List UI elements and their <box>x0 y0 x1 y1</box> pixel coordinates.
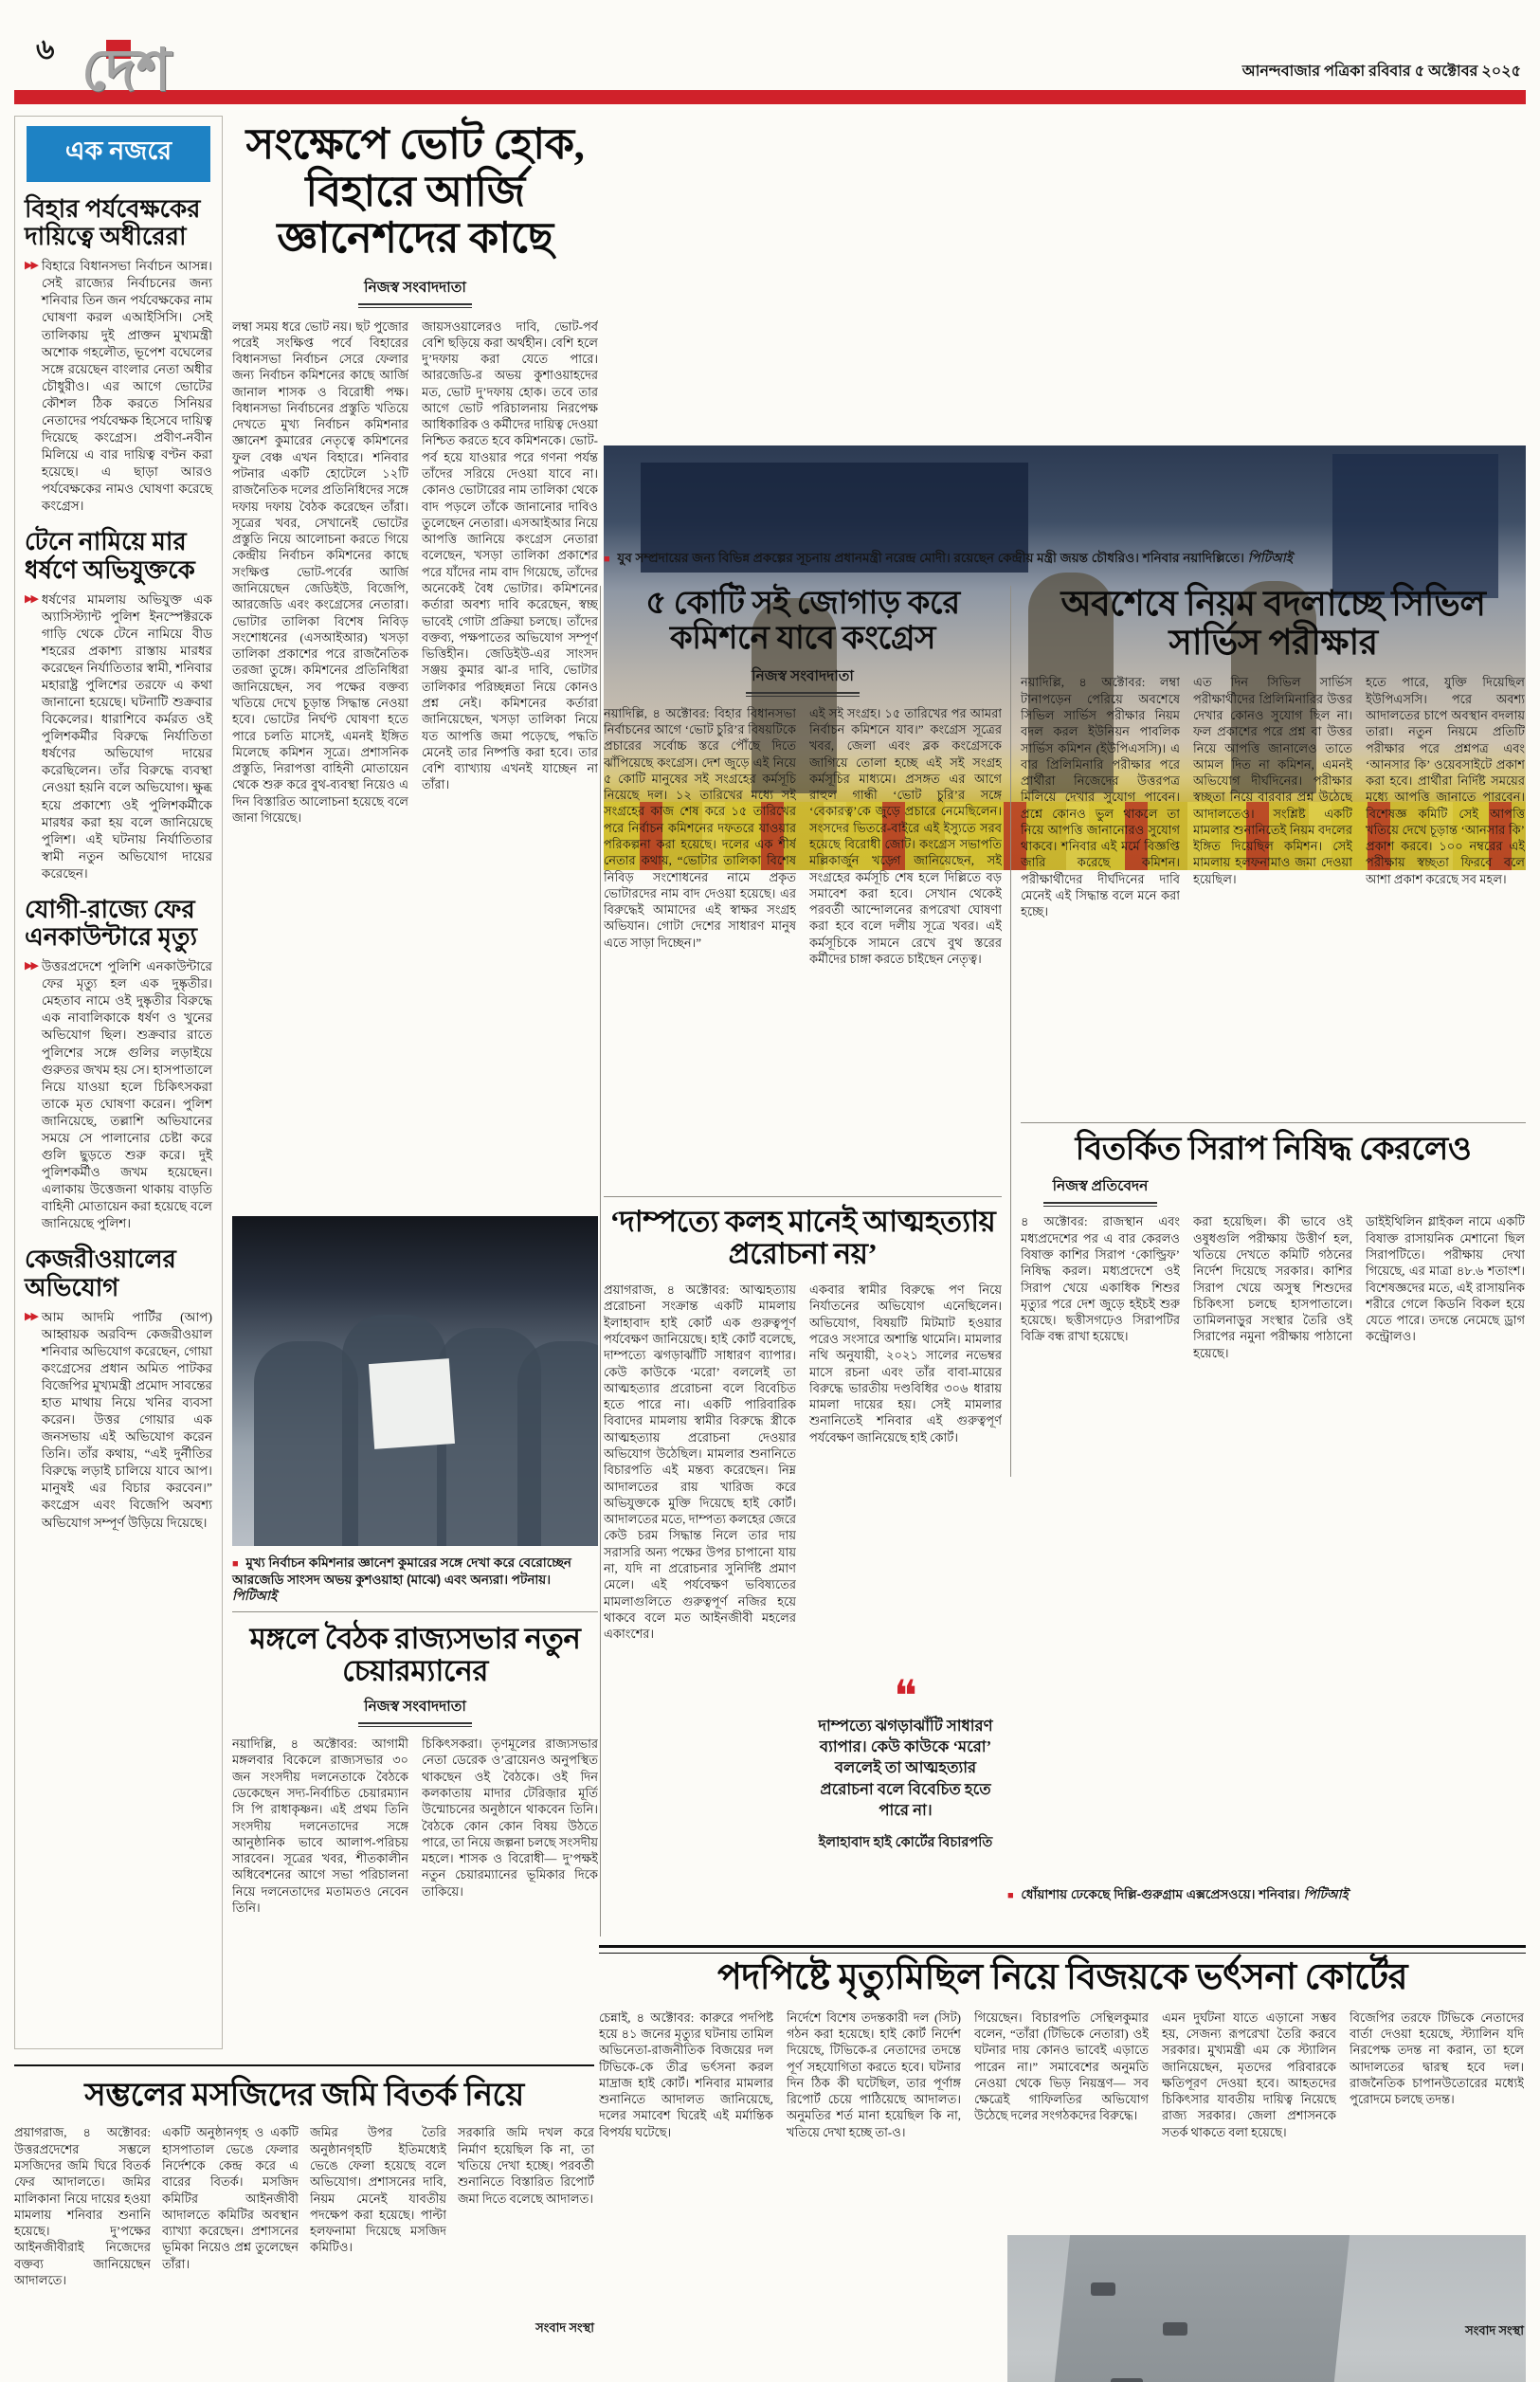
article-byline <box>1021 1174 1180 1209</box>
bullet-icon: ▶▶ <box>25 592 37 605</box>
article-headline: পদপিষ্টে মৃত্যুমিছিল নিয়ে বিজয়কে ভর্ৎসনা কোর্টের <box>716 1957 1408 1997</box>
article-column: ডাইইথিলিন গ্লাইকল নামে একটি বিষাক্ত রাসায়নিক মেশানো ছিল সিরাপটিতে। পরীক্ষায় দেখা গিয়েছে, এর মাত্রা ৪৮.৬ শতাংশ। বিশেষজ্ঞদের মতে, এই রাসায়নিক শরীরে গেলে কিডনি বিকল হয়ে যেতে পারে। তদন্তে নেমেছে ড্রাগ কন্ট্রোলও। <box>1366 1214 1525 1344</box>
article-byline <box>232 276 598 311</box>
article-column: চিকিৎসকরা। তৃণমূলের রাজ্যসভার নেতা ডেরেক ও’ব্রায়েনও অনুপস্থিত থাকছেন ওই বৈঠকে। ওই দিন কলকাতায় মাদার টেরিজ়ার মূর্তি উন্মোচনের অনুষ্ঠানে থাকবেন তিনি। বৈঠকে কোন কোন বিষয় উঠতে পারে, তা নিয়ে জল্পনা চলছে সংসদীয় মহলে। শাসক ও বিরোধী— দু’পক্ষই নতুন চেয়ারম্যানের ভূমিকার দিকে তাকিয়ে। <box>422 1736 598 1899</box>
article-headline: সম্ভলের মসজিদের জমি বিতর্ক নিয়ে <box>84 2078 524 2113</box>
paper-dateline: আনন্দবাজার পত্রিকা রবিবার ৫ অক্টোবর ২০২৫ <box>1241 64 1521 80</box>
section-rule <box>232 1611 598 1612</box>
sidebar-item <box>25 591 212 882</box>
photo-caption <box>232 1555 598 1605</box>
quote-attribution: ইলাহাবাদ হাই কোর্টের বিচারপতি <box>818 1835 993 1851</box>
photo-caption <box>604 550 1526 567</box>
article-headline: বিতর্কিত সিরাপ নিষিদ্ধ কেরলেও <box>1075 1132 1472 1167</box>
agency-signature: সংবাদ সংস্থা <box>1465 2322 1524 2337</box>
article-column: জমির উপর তৈরি অনুষ্ঠানগৃহটি ইতিমধ্যেই ভেঙে ফেলা হয়েছে বলে অভিযোগ। প্রশাসনের দাবি, নিয়ম মেনেই যাবতীয় পদক্ষেপ করা হয়েছে। পাল্টা হলফনামা দিয়েছে মসজিদ কমিটিও। <box>310 2125 446 2255</box>
article-column: নয়াদিল্লি, ৪ অক্টোবর: লম্বা টানাপড়েন পেরিয়ে অবশেষে সিভিল সার্ভিস পরীক্ষার নিয়ম বদল করল ইউনিয়ন পাবলিক সার্ভিস কমিশন (ইউপিএসসি)। এ বার প্রিলিমিনারি পরীক্ষার পরে প্রার্থীরা নিজেদের উত্তরপত্র মিলিয়ে দেখার সুযোগ পাবেন। প্রশ্নে কোনও ভুল থাকলে তা নিয়ে আপত্তি জানানোরও সুযোগ থাকবে। শনিবার এই মর্মে বিজ্ঞপ্তি জারি করেছে কমিশন। পরীক্ষার্থীদের দীর্ঘদিনের দাবি মেনেই এই সিদ্ধান্ত বলে মনে করা হচ্ছে। <box>1021 675 1180 919</box>
sidebar-item-body: আম আদমি পার্টির (আপ) আহ্বায়ক অরবিন্দ কেজরীওয়াল শনিবার অভিযোগ করেছেন, গোয়া কংগ্রেসের প্রধান অমিত পাটকর বিজেপির মুখ্যমন্ত্রী প্রমোদ সাবন্তের হাত মাথায় নিয়ে খনির ব্যবসা করেন। উত্তর গোয়ার এক জনসভায় এই অভিযোগ করেন তিনি। তাঁর কথায়, “এই দুর্নীতির বিরুদ্ধে লড়াই চালিয়ে যাবে আপ। মানুষই এর বিচার করবেন।” কংগ্রেস এবং বিজেপি অবশ্য অভিযোগ সম্পূর্ণ উড়িয়ে দিয়েছে। <box>41 1309 212 1530</box>
photo-caption <box>1007 1886 1526 1903</box>
article-column: নয়াদিল্লি, ৪ অক্টোবর: আগামী মঙ্গলবার বিকেলে রাজ্যসভার ৩০ জন সংসদীয় দলনেতাকে বৈঠকে ডেকেছেন সদ্য-নির্বাচিত চেয়ারম্যান সি পি রাধাকৃষ্ণন। এই প্রথম তিনি সংসদীয় দলনেতাদের সঙ্গে আনুষ্ঠানিক ভাবে আলাপ-পরিচয় সারবেন। সূত্রের খবর, শীতকালীন অধিবেশনের আগে সভা পরিচালনা নিয়ে দলনেতাদের মতামতও নেবেন তিনি। <box>232 1736 408 1915</box>
article-column-group <box>458 2124 594 2340</box>
caption-agency: পিটিআই <box>232 1589 278 1604</box>
byline-text: নিজস্ব প্রতিবেদন <box>1052 1178 1149 1195</box>
sidebar-item-heading: বিহার পর্যবেক্ষকের দায়িত্বে অধীরেরা <box>25 195 201 251</box>
caption-text: মুখ্য নির্বাচন কমিশনার জ্ঞানেশ কুমারের সঙ্গে দেখা করে বেরোচ্ছেন আরজেডি সাংসদ অভয় কুশওয়াহা (মাঝে) এবং অন্যরা। পটনায়। <box>232 1555 571 1587</box>
bullet-icon: ▶▶ <box>25 260 37 272</box>
article-civil-service <box>1021 586 1526 1072</box>
caption-text: যুব সম্প্রদায়ের জন্য বিভিন্ন প্রকল্পের সূচনায় প্রধানমন্ত্রী নরেন্দ্র মোদী। রয়েছেন কেন্দ্রীয় মন্ত্রী জয়ন্ত চৌধরিও। শনিবার নয়াদিল্লিতে। <box>617 551 1244 565</box>
article-headline: সংক্ষেপে ভোট হোক, বিহারে আর্জি জ্ঞানেশদের কাছে <box>245 120 585 262</box>
article-headline: মঙ্গলে বৈঠক রাজ্যসভার নতুন চেয়ারম্যানের <box>249 1622 581 1688</box>
page-number: ৬ <box>36 34 55 65</box>
section-rule <box>604 1196 1002 1197</box>
column-divider <box>1010 586 1011 1477</box>
article-column: নির্দেশে বিশেষ তদন্তকারী দল (সিট) গঠন করা হয়েছে। হাই কোর্ট নির্দেশ দিয়েছে, টিভিকে-র নেতাদের তদন্তে পূর্ণ সহযোগিতা করতে হবে। ঘটনার দিন ঠিক কী ঘটেছিল, তার পূর্ণাঙ্গ রিপোর্ট চেয়ে পাঠিয়েছে আদালত। অনুমতির শর্ত মানা হয়েছিল কি না, খতিয়ে দেখা হচ্ছে তা-ও। <box>787 2009 961 2139</box>
sidebar-item-body: বিহারে বিধানসভা নির্বাচন আসন্ন। সেই রাজ্যের নির্বাচনের জন্য শনিবার তিন জন পর্যবেক্ষকের নাম ঘোষণা করল এআইসিসি। সেই তালিকায় দুই প্রাক্তন মুখ্যমন্ত্রী অশোক গহলৌত, ভূপেশ বঘেলের সঙ্গে রয়েছেন বাংলার নেতা অধীর চৌধুরীও। এর আগে ভোটের কৌশল ঠিক করতে সিনিয়র নেতাদের পর্যবেক্ষক হিসেবে দায়িত্ব দিয়েছে কংগ্রেস। প্রবীণ-নবীন মিলিয়ে এ বার দায়িত্ব বণ্টন করা হয়েছে। এ ছাড়া আরও পর্যবেক্ষকের নামও ঘোষণা করেছে কংগ্রেস। <box>41 259 212 514</box>
article-stampede <box>599 1958 1526 2343</box>
article-byline <box>232 1695 598 1730</box>
article-column: সরকারি জমি দখল করে নির্মাণ হয়েছিল কি না, তা খতিয়ে দেখা হচ্ছে। পরবর্তী শুনানিতে বিস্তারিত রিপোর্ট জমা দিতে বলেছে আদালত। <box>458 2125 594 2206</box>
double-rule <box>599 1945 1526 1954</box>
article-column: লম্বা সময় ধরে ভোট নয়। ছট পুজোর পরেই সংক্ষিপ্ত পর্বে বিহারের বিধানসভা নির্বাচন সেরে ফেলার জন্য নির্বাচন কমিশনের কাছে আর্জি জানাল শাসক ও বিরোধী পক্ষ। বিধানসভা নির্বাচনের প্রস্তুতি খতিয়ে দেখতে মুখ্য নির্বাচন কমিশনার জ্ঞানেশ কুমারের নেতৃত্বে কমিশনের ফুল বেঞ্চ এখন বিহারে। শনিবার পটনার একটি হোটেলে ১২টি রাজনৈতিক দলের প্রতিনিধিদের সঙ্গে দফায় দফায় বৈঠক করেছেন তাঁরা। সূত্রের খবর, সেখানেই ভোটের প্রস্তুতি নিয়ে আলোচনা করতে গিয়ে কেন্দ্রীয় নির্বাচন কমিশনের কাছে সংক্ষিপ্ত ভোট-পর্বের আর্জি জানিয়েছেন জেডিইউ, বিজেপি, আরজেডি এবং কংগ্রেসের নেতারা। ভোটার তালিকা বিশেষ নিবিড় সংশোধনের (এসআইআর) খসড়া তালিকা প্রকাশের পরে রাজনৈতিক তরজা তুঙ্গে। কমিশনের প্রতিনিধিরা জানিয়েছেন, সব পক্ষের বক্তব্য খতিয়ে দেখে চূড়ান্ত সিদ্ধান্ত নেওয়া হবে। ভোটের নির্ঘণ্ট ঘোষণা হতে পারে চলতি মাসেই, এমনই ইঙ্গিত মিলেছে কমিশন সূত্রে। প্রশাসনিক প্রস্তুতি, নিরাপত্তা বাহিনী মোতায়েন থেকে শুরু করে বুথ-ব্যবস্থা নিয়েও এ দিন বিস্তারিত আলোচনা হয়েছে বলে জানা গিয়েছে। <box>232 318 408 825</box>
section-rule <box>14 2064 594 2066</box>
article-rajyasabha <box>232 1623 598 2037</box>
bullet-icon: ▶▶ <box>25 1310 37 1322</box>
sidebar-item-heading: যোগী-রাজ্যে ফের এনকাউন্টারে মৃত্যু <box>25 895 198 952</box>
photo-patna-meeting <box>232 1216 598 1546</box>
caption-square-icon: ■ <box>604 554 610 565</box>
article-column-group <box>1350 2009 1524 2343</box>
article-column: হতে পারে, যুক্তি দিয়েছিল ইউপিএসসি। পরে অবশ্য আদালতের চাপে অবস্থান বদলায় তারা। নতুন নিয়মে প্রতিটি পরীক্ষার পরে প্রশ্নপত্র এবং ‘আনসার কি’ ওয়েবসাইটে প্রকাশ করা হবে। প্রার্থীরা নির্দিষ্ট সময়ের মধ্যে আপত্তি জানাতে পারবেন। বিশেষজ্ঞ কমিটি সেই আপত্তি খতিয়ে দেখে চূড়ান্ত ‘আনসার কি’ প্রকাশ করবে। ১০০ নম্বরের এই পরীক্ষায় স্বচ্ছতা ফিরবে বলে আশা প্রকাশ করেছে সব মহল। <box>1366 675 1525 886</box>
masthead-logo <box>74 40 252 110</box>
article-headline: ৫ কোটি সই জোগাড় করে কমিশনে যাবে কংগ্রেস <box>645 586 960 657</box>
sidebar-item-body: উত্তরপ্রদেশে পুলিশি এনকাউন্টারে ফের মৃত্যু হল এক দুষ্কৃতীর। মেহতাব নামে ওই দুষ্কৃতীর বিরুদ্ধে এক নাবালিকাকে ধর্ষণ ও খুনের অভিযোগ ছিল। শুক্রবার রাতে পুলিশের সঙ্গে গুলির লড়াইয়ে গুরুতর জখম হয় সে। হাসপাতালে নিয়ে যাওয়া হলে চিকিৎসকরা তাকে মৃত ঘোষণা করেন। পুলিশ জানিয়েছে, তল্লাশি অভিযানের সময়ে সে পালানোর চেষ্টা করে গুলি ছুড়তে শুরু করে। দুই পুলিশকর্মীও জখম হয়েছেন। এলাকায় উত্তেজনা থাকায় বাড়তি বাহিনী মোতায়েন করা হয়েছে বলে জানিয়েছে পুলিশ। <box>41 959 212 1231</box>
bullet-icon: ▶▶ <box>25 960 37 973</box>
article-sambhal <box>14 2078 594 2340</box>
quote-icon: ❝ <box>894 1672 917 1721</box>
article-headline: অবশেষে নিয়ম বদলাচ্ছে সিভিল সার্ভিস পরীক্ষার <box>1060 585 1486 663</box>
sidebar-item-body: ধর্ষণের মামলায় অভিযুক্ত এক অ্যাসিস্ট্যান্ট পুলিশ ইনস্পেক্টরকে গাড়ি থেকে টেনে নামিয়ে বীড শহরের প্রকাশ্য রাস্তায় মারধর করেছেন নির্যাতিতার স্বামী, শনিবার মহারাষ্ট্র পুলিশের তরফে এ কথা জানানো হয়েছে। ঘটনাটি শুক্রবার বিকেলের। ধারাশিবে কর্মরত ওই পুলিশকর্মীর বিরুদ্ধে নির্যাতিতা ধর্ষণের অভিযোগ দায়ের করেছিলেন। তাঁর বিরুদ্ধে ব্যবস্থা নেওয়া হয়নি বলে অভিযোগ। ক্ষুব্ধ হয়ে প্রকাশ্যে ওই পুলিশকর্মীকে মারধর করা হয় বলে জানিয়েছে পুলিশ। এই ঘটনায় নির্যাতিতার স্বামী নতুন অভিযোগ দায়ের করেছেন। <box>41 591 212 881</box>
document-prop <box>369 1358 455 1449</box>
sidebar-item <box>25 258 212 515</box>
byline-text: নিজস্ব সংবাদদাতা <box>752 667 854 684</box>
article-column: বিজেপির তরফে টিভিকে নেতাদের বার্তা দেওয়া হয়েছে, স্ট্যালিন যদি নিরপেক্ষ তদন্ত না করান, তা হলে আদালতের দ্বারস্থ হবে দল। রাজনৈতিক চাপানউতোরের মধ্যেই পুরোদমে চলছে তদন্ত। <box>1350 2009 1524 2107</box>
caption-agency: পিটিআই <box>1247 551 1293 565</box>
person-silhouette <box>517 1341 598 1546</box>
byline-text: নিজস্ব সংবাদদাতা <box>364 1699 466 1716</box>
article-column: এই সই সংগ্রহ। ১৫ তারিখের পর আমরা নির্বাচন কমিশনে যাব।” কংগ্রেস সূত্রের খবর, জেলা এবং ব্লক কংগ্রেসকে জাগিয়ে তোলা হচ্ছে এই সই সংগ্রহ কর্মসূচির মাধ্যমে। প্রসঙ্গত এর আগে রাহুল গান্ধী ‘ভোট চুরি’র সঙ্গে ‘বেকারত্ব’কে জুড়ে প্রচারে নেমেছিলেন। সংসদের ভিতরে-বাইরে এই ইস্যুতে সরব হয়েছে বিরোধী জোট। কংগ্রেস সভাপতি মল্লিকার্জুন খড়্গে জানিয়েছেন, সই সংগ্রহের কর্মসূচি শেষ হলে দিল্লিতে বড় সমাবেশ করা হবে। সেখান থেকেই পরবর্তী আন্দোলনের রূপরেখা ঘোষণা করা হবে বলে দলীয় সূত্রে খবর। এই কর্মসূচিকে সামনে রেখে বুথ স্তরের কর্মীদের চাঙ্গা করতে চাইছেন নেতৃত্ব। <box>809 705 1002 966</box>
article-column: ৪ অক্টোবর: রাজস্থান এবং মধ্যপ্রদেশের পর এ বার কেরলও বিষাক্ত কাশির সিরাপ ‘কোল্ড্রিফ’ নিষিদ্ধ করল। মধ্যপ্রদেশে ওই সিরাপ খেয়ে একাধিক শিশুর মৃত্যুর পরে দেশ জুড়ে হইচই শুরু হয়েছে। ছত্তীসগঢ়েও সিরাপটির বিক্রি বন্ধ রাখা হয়েছে। <box>1021 1214 1180 1344</box>
sidebar-item-heading: টেনে নামিয়ে মার ধর্ষণে অভিযুক্তকে <box>25 528 195 584</box>
sidebar-item <box>25 1309 212 1532</box>
article-column: একবার স্বামীর বিরুদ্ধে পণ নিয়ে নির্যাতনের অভিযোগ এনেছিলেন। অভিযোগ, বিষয়টি মিটমাট হওয়ার পরেও সংসারে অশান্তি থামেনি। মামলার নথি অনুযায়ী, ২০২১ সালের নভেম্বর মাসে রচনা এবং তাঁর বাবা-মায়ের বিরুদ্ধে ভারতীয় দণ্ডবিধির ৩০৬ ধারায় মামলা দায়ের হয়। সেই মামলার শুনানিতেই শনিবার এই গুরুত্বপূর্ণ পর্যবেক্ষণ জানিয়েছে হাই কোর্ট। <box>809 1282 1002 1445</box>
vehicle <box>1111 2378 1143 2382</box>
article-column: নয়াদিল্লি, ৪ অক্টোবর: বিহার বিধানসভা নির্বাচনের আগে ‘ভোট চুরি’র বিষয়টিকে প্রচারের সর্বোচ্চ স্তরে পৌঁছে দিতে ঝাঁপিয়েছে কংগ্রেস। দেশ জুড়ে এই নিয়ে ৫ কোটি মানুষের সই সংগ্রহের কর্মসূচি নিয়েছে দল। ১২ তারিখের মধ্যে সই সংগ্রহের কাজ শেষ করে ১৫ তারিখের পরে নির্বাচন কমিশনের দফতরে যাওয়ার পরিকল্পনা করা হয়েছে। দলের এক শীর্ষ নেতার কথায়, “ভোটার তালিকা বিশেষ নিবিড় সংশোধনের নামে প্রকৃত ভোটারদের নাম বাদ দেওয়া হয়েছে। এর বিরুদ্ধেই আমাদের এই স্বাক্ষর সংগ্রহ অভিযান। গোটা দেশের সাধারণ মানুষ এতে সাড়া দিচ্ছেন।” <box>604 705 796 950</box>
article-marital <box>604 1206 1002 1945</box>
article-column: করা হয়েছিল। কী ভাবে ওই ওষুধগুলি পরীক্ষায় উত্তীর্ণ হল, খতিয়ে দেখতে কমিটি গঠনের নির্দেশ দিয়েছে সরকার। কাশির সিরাপ খেয়ে অসুস্থ শিশুদের চিকিৎসা চলছে হাসপাতালে। তামিলনাড়ুর সংস্থার তৈরি ওই সিরাপের নমুনা পরীক্ষায় পাঠানো হয়েছে। <box>1193 1214 1352 1360</box>
article-column: এমন দুর্ঘটনা যাতে এড়ানো সম্ভব হয়, সেজন্য রূপরেখা তৈরি করবে সরকার। মুখ্যমন্ত্রী এম কে স্ট্যালিন জানিয়েছেন, মৃতদের পরিবারকে ক্ষতিপূরণ দেওয়া হবে। আহতদের চিকিৎসার যাবতীয় দায়িত্ব নিয়েছে রাজ্য সরকার। জেলা প্রশাসনকে সতর্ক থাকতে বলা হয়েছে। <box>1162 2009 1336 2139</box>
article-column: জায়সওয়ালেরও দাবি, ভোট-পর্ব বেশি ছড়িয়ে করা অর্থহীন। বেশি হলে দু’দফায় করা যেতে পারে। আরজেডি-র অভয় কুশাওয়াহদের মত, ভোট দু’দফায় হোক। তবে তার আগে ভোট পরিচালনায় নিরপেক্ষ আধিকারিক ও কর্মীদের দায়িত্ব দেওয়া নিশ্চিত করতে হবে কমিশনকে। ভোট-পর্ব হয়ে যাওয়ার পরে গণনা পর্যন্ত তাঁদের সরিয়ে দেওয়া যাবে না। কোনও ভোটারের নাম তালিকা থেকে বাদ পড়লে তাঁকে জানানোর দাবিও তুলেছেন নেতারা। এসআইআর নিয়ে আপত্তি জানিয়ে কংগ্রেস নেতারা বলেছেন, খসড়া তালিকা প্রকাশের পরে যাঁদের নাম বাদ গিয়েছে, তাঁদের অনেকেই বৈধ ভোটার। কমিশনের কর্তারা অবশ্য দাবি করেছেন, স্বচ্ছ ভাবেই গোটা প্রক্রিয়া চলছে। তাঁদের বক্তব্য, পক্ষপাতের অভিযোগ সম্পূর্ণ ভিত্তিহীন। জেডিইউ-এর সাংসদ সঞ্জয় কুমার ঝা-র দাবি, ভোটার তালিকার পরিচ্ছন্নতা নিয়ে কোনও প্রশ্ন নেই। কমিশনের কর্তারা জানিয়েছেন, খসড়া তালিকা নিয়ে যত আপত্তি জমা পড়েছে, পদ্ধতি মেনেই তার নিষ্পত্তি করা হবে। তার বেশি ব্যাখ্যায় এখনই যাচ্ছেন না তাঁরা। <box>422 318 598 792</box>
article-column-group <box>809 1282 1002 1945</box>
column-divider <box>600 586 601 1937</box>
caption-square-icon: ■ <box>232 1558 239 1570</box>
article-byline <box>604 664 1002 700</box>
pull-quote <box>809 1672 1002 1859</box>
sidebar-title: এক নজরে <box>27 126 210 182</box>
article-column: এত দিন সিভিল সার্ভিস পরীক্ষার্থীদের প্রিলিমিনারির উত্তর দেখার কোনও সুযোগ ছিল না। ফল প্রকাশের পরে প্রশ্ন বা উত্তর নিয়ে আপত্তি জানালেও তাতে আমল দিত না কমিশন, এমনই অভিযোগ দীর্ঘদিনের। পরীক্ষার স্বচ্ছতা নিয়ে বারবার প্রশ্ন উঠেছে আদালতেও। সংশ্লিষ্ট একটি মামলার শুনানিতেই নিয়ম বদলের ইঙ্গিত দিয়েছিল কমিশন। সেই মামলায় হলফনামাও জমা দেওয়া হয়েছিল। <box>1193 675 1352 886</box>
caption-agency: পিটিআই <box>1303 1887 1349 1901</box>
sidebar-item <box>25 958 212 1232</box>
sidebar-item-heading: কেজরীওয়ালের অভিযোগ <box>25 1246 176 1301</box>
quote-text: দাম্পত্যে ঝগড়াঝাঁটি সাধারণ ব্যাপার। কেউ কাউকে ‘মরো’ বললেই তা আত্মহত্যার প্ররোচনা বলে বিবেচিত হতে পারে না। <box>818 1716 993 1819</box>
sidebar-at-a-glance <box>14 116 223 2049</box>
article-column: গিয়েছেন। বিচারপতি সেন্থিলকুমার বলেন, “তাঁরা (টিভিকে নেতারা) ওই ঘটনার দায় কোনও ভাবেই এড়াতে পারেন না।” সমাবেশের অনুমতি নেওয়া থেকে ভিড় নিয়ন্ত্রণ— সব ক্ষেত্রেই গাফিলতির অভিযোগ উঠেছে দলের সংগঠকদের বিরুদ্ধে। <box>974 2009 1149 2123</box>
article-syrup <box>1021 1132 1526 1467</box>
article-column: প্রয়াগরাজ, ৪ অক্টোবর: আত্মহত্যায় প্ররোচনা সংক্রান্ত একটি মামলায় ইলাহাবাদ হাই কোর্ট এক গুরুত্বপূর্ণ পর্যবেক্ষণ জানিয়েছে। হাই কোর্ট বলেছে, দাম্পত্যে ঝগড়াঝাঁটি সাধারণ ব্যাপার। কেউ কাউকে ‘মরো’ বললেই তা আত্মহত্যার প্ররোচনা বলে বিবেচিত হতে পারে না। একটি পারিবারিক বিবাদের মামলায় স্বামীর বিরুদ্ধে স্ত্রীকে আত্মহত্যায় প্ররোচনা দেওয়ার অভিযোগ উঠেছিল। মামলার শুনানিতে বিচারপতি এই মন্তব্য করেছেন। নিম্ন আদালতের রায় খারিজ করে অভিযুক্তকে মুক্তি দিয়েছে হাই কোর্ট। আদালতের মতে, দাম্পত্য কলহের জেরে কেউ চরম সিদ্ধান্ত নিলে তার দায় সরাসরি অন্য পক্ষের উপর চাপানো যায় না, যদি না প্ররোচনার সুনির্দিষ্ট প্রমাণ মেলে। এই পর্যবেক্ষণ ভবিষ্যতের মামলাগুলিতে গুরুত্বপূর্ণ নজির হয়ে থাকবে বলে মত আইনজীবী মহলের একাংশের। <box>604 1282 796 1642</box>
article-headline: ‘দাম্পত্যে কলহ মানেই আত্মহত্যায় প্ররোচনা নয়’ <box>609 1205 996 1271</box>
caption-text: ধোঁয়াশায় ঢেকেছে দিল্লি-গুরুগ্রাম এক্সপ্রেসওয়ে। শনিবার। <box>1021 1887 1300 1901</box>
masthead-title: দেশ <box>82 39 172 103</box>
article-column: একটি অনুষ্ঠানগৃহ ও একটি হাসপাতাল ভেঙে ফেলার নির্দেশকে কেন্দ্র করে এ বারের বিতর্ক। মসজিদ কমিটির আইনজীবী আদালতে কমিটির অবস্থান ব্যাখ্যা করেছেন। প্রশাসনের ভূমিকা নিয়েও প্রশ্ন তুলেছেন তাঁরা। <box>162 2125 299 2271</box>
byline-text: নিজস্ব সংবাদদাতা <box>364 279 466 296</box>
article-lead <box>232 121 598 1117</box>
article-column: চেন্নাই, ৪ অক্টোবর: কারুরে পদপিষ্ট হয়ে ৪১ জনের মৃত্যুর ঘটনায় তামিল অভিনেতা-রাজনীতিক বিজয়ের দল টিভিকে-কে তীব্র ভর্ৎসনা করল মাদ্রাজ হাই কোর্ট। শনিবার মামলার শুনানিতে আদালত জানিয়েছে, দলের সমাবেশ ঘিরেই এই মর্মান্তিক বিপর্যয় ঘটেছে। <box>599 2009 773 2139</box>
article-column: প্রয়াগরাজ, ৪ অক্টোবর: উত্তরপ্রদেশের সম্ভলে মসজিদের জমি ঘিরে বিতর্ক ফের আদালতে। জমির মালিকানা নিয়ে দায়ের হওয়া মামলায় শনিবার শুনানি হয়েছে। দু’পক্ষের আইনজীবীরাই নিজেদের বক্তব্য জানিয়েছেন আদালতে। <box>14 2125 151 2287</box>
section-rule <box>1021 1122 1526 1123</box>
caption-square-icon: ■ <box>1007 1890 1014 1901</box>
agency-signature: সংবাদ সংস্থা <box>535 2320 594 2336</box>
stage-screen <box>1332 454 1498 598</box>
article-congress <box>604 586 1002 1111</box>
